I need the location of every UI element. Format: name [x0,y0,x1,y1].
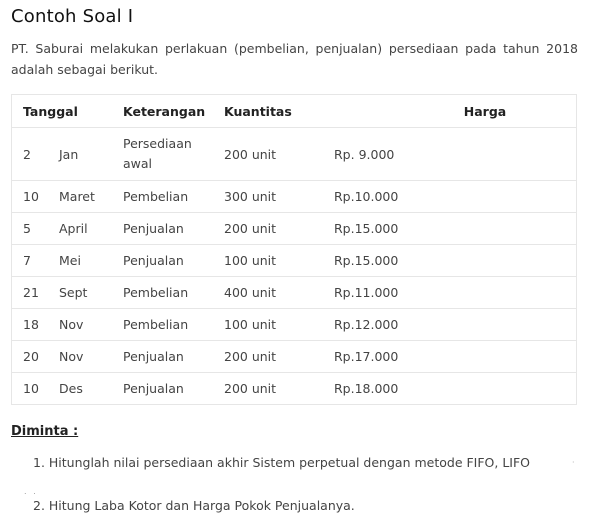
table-row [12,181,577,213]
inventory-table [11,94,577,405]
cell-month: Sept [59,277,123,309]
cell-month: Maret [59,181,123,213]
cell-harga: Rp.15.000 [334,213,577,245]
task-item-2: 2. Hitung Laba Kotor dan Harga Pokok Penjualanya. [33,498,355,513]
table-row [12,373,577,405]
cell-keterangan: Penjualan [123,341,224,373]
diminta-heading: Diminta : [11,424,79,439]
table-header-row [12,95,577,128]
intro-paragraph: PT. Saburai melakukan perlakuan (pembelian, penjualan) persediaan pada tahun 2018 adalah sebagai berikut. [11,41,578,77]
cell-harga: Rp. 9.000 [334,128,577,181]
cell-harga: Rp.18.000 [334,373,577,405]
table-row [12,341,577,373]
cell-day: 2 [12,128,60,181]
cell-harga: Rp.12.000 [334,309,577,341]
decorative-dots: . . [24,487,38,496]
header-tanggal: Tanggal [12,95,124,128]
cell-keterangan: Pembelian [123,309,224,341]
task-item-1: 1. Hitunglah nilai persediaan akhir Sistem perpetual dengan metode FIFO, LIFO [33,455,531,470]
cell-kuantitas: 100 unit [224,245,334,277]
cell-day: 18 [12,309,60,341]
cell-day: 21 [12,277,60,309]
cell-month: Jan [59,128,123,181]
cell-harga: Rp.15.000 [334,245,577,277]
cell-kuantitas: 200 unit [224,128,334,181]
cell-harga: Rp.17.000 [334,341,577,373]
cell-day: 20 [12,341,60,373]
header-keterangan: Keterangan [123,95,224,128]
cell-keterangan: Penjualan [123,245,224,277]
table-row [12,277,577,309]
cell-day: 7 [12,245,60,277]
cell-keterangan: Penjualan [123,373,224,405]
cell-day: 5 [12,213,60,245]
cell-month: Nov [59,341,123,373]
cell-day: 10 [12,373,60,405]
cell-kuantitas: 200 unit [224,373,334,405]
cell-month: Des [59,373,123,405]
cell-kuantitas: 200 unit [224,341,334,373]
table-row [12,128,577,181]
cell-keterangan: Pembelian [123,277,224,309]
cell-month: Nov [59,309,123,341]
cell-harga: Rp.11.000 [334,277,577,309]
cell-keterangan: Persediaan awal [123,128,224,181]
page-title: Contoh Soal I [11,6,134,27]
cell-keterangan: Penjualan [123,213,224,245]
cell-day: 10 [12,181,60,213]
cell-kuantitas: 200 unit [224,213,334,245]
header-kuantitas: Kuantitas [224,95,334,128]
cell-keterangan: Pembelian [123,181,224,213]
cell-kuantitas: 100 unit [224,309,334,341]
table-row [12,309,577,341]
table-row [12,213,577,245]
cell-kuantitas: 400 unit [224,277,334,309]
cell-month: Mei [59,245,123,277]
table-row [12,245,577,277]
decorative-dot: · [572,458,575,467]
cell-harga: Rp.10.000 [334,181,577,213]
cell-month: April [59,213,123,245]
cell-kuantitas: 300 unit [224,181,334,213]
header-harga: Harga [334,95,577,128]
